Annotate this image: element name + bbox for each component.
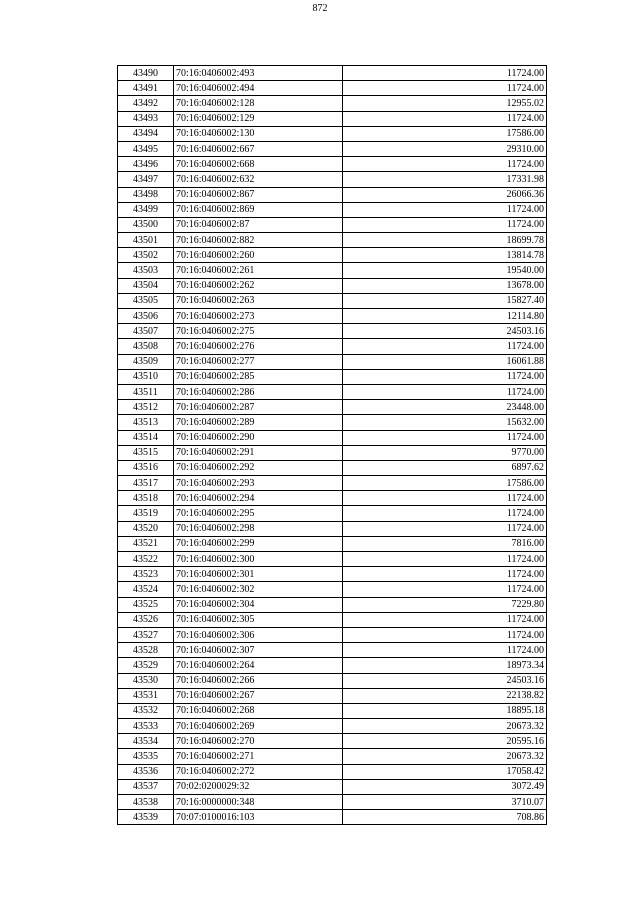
cadastral-number-cell: 70:16:0406002:304 <box>174 597 343 612</box>
table-row <box>118 187 547 202</box>
value-cell: 708.86 <box>343 810 547 825</box>
table-row <box>118 339 547 354</box>
cadastral-number-cell: 70:16:0406002:294 <box>174 491 343 506</box>
cadastral-number-cell: 70:16:0406002:301 <box>174 567 343 582</box>
row-number-cell: 43507 <box>118 324 174 339</box>
cadastral-number-cell: 70:16:0406002:272 <box>174 764 343 779</box>
registry-table <box>117 65 547 825</box>
table-row <box>118 309 547 324</box>
value-cell: 17058.42 <box>343 764 547 779</box>
table-row <box>118 476 547 491</box>
row-number-cell: 43534 <box>118 734 174 749</box>
table-row <box>118 430 547 445</box>
row-number-cell: 43537 <box>118 779 174 794</box>
row-number-cell: 43526 <box>118 612 174 627</box>
table-row <box>118 217 547 232</box>
table-row <box>118 278 547 293</box>
table-row <box>118 66 547 81</box>
cadastral-number-cell: 70:16:0406002:290 <box>174 430 343 445</box>
cadastral-number-cell: 70:16:0406002:668 <box>174 157 343 172</box>
table-row <box>118 324 547 339</box>
table-row <box>118 658 547 673</box>
value-cell: 11724.00 <box>343 339 547 354</box>
value-cell: 18699.78 <box>343 233 547 248</box>
cadastral-number-cell: 70:16:0406002:270 <box>174 734 343 749</box>
cadastral-number-cell: 70:16:0406002:299 <box>174 536 343 551</box>
value-cell: 11724.00 <box>343 217 547 232</box>
table-row <box>118 81 547 96</box>
cadastral-number-cell: 70:16:0406002:667 <box>174 141 343 156</box>
value-cell: 11724.00 <box>343 491 547 506</box>
table-row <box>118 703 547 718</box>
value-cell: 18895.18 <box>343 703 547 718</box>
cadastral-number-cell: 70:16:0406002:494 <box>174 81 343 96</box>
cadastral-number-cell: 70:16:0406002:130 <box>174 126 343 141</box>
table-row <box>118 369 547 384</box>
value-cell: 11724.00 <box>343 157 547 172</box>
row-number-cell: 43514 <box>118 430 174 445</box>
row-number-cell: 43506 <box>118 309 174 324</box>
cadastral-number-cell: 70:16:0406002:277 <box>174 354 343 369</box>
table-row <box>118 460 547 475</box>
row-number-cell: 43500 <box>118 217 174 232</box>
row-number-cell: 43525 <box>118 597 174 612</box>
table-row <box>118 795 547 810</box>
value-cell: 12955.02 <box>343 96 547 111</box>
table-row <box>118 612 547 627</box>
table-row <box>118 172 547 187</box>
row-number-cell: 43527 <box>118 627 174 642</box>
cadastral-number-cell: 70:16:0406002:267 <box>174 688 343 703</box>
table-row <box>118 384 547 399</box>
table-row <box>118 506 547 521</box>
cadastral-number-cell: 70:16:0406002:285 <box>174 369 343 384</box>
value-cell: 11724.00 <box>343 111 547 126</box>
row-number-cell: 43492 <box>118 96 174 111</box>
row-number-cell: 43521 <box>118 536 174 551</box>
cadastral-number-cell: 70:07:0100016:103 <box>174 810 343 825</box>
cadastral-number-cell: 70:16:0406002:295 <box>174 506 343 521</box>
row-number-cell: 43498 <box>118 187 174 202</box>
value-cell: 15827.40 <box>343 293 547 308</box>
row-number-cell: 43523 <box>118 567 174 582</box>
row-number-cell: 43515 <box>118 445 174 460</box>
value-cell: 11724.00 <box>343 567 547 582</box>
table-row <box>118 749 547 764</box>
row-number-cell: 43520 <box>118 521 174 536</box>
value-cell: 17586.00 <box>343 126 547 141</box>
row-number-cell: 43505 <box>118 293 174 308</box>
table-row <box>118 248 547 263</box>
cadastral-number-cell: 70:16:0406002:263 <box>174 293 343 308</box>
cadastral-number-cell: 70:16:0406002:300 <box>174 552 343 567</box>
cadastral-number-cell: 70:16:0406002:129 <box>174 111 343 126</box>
row-number-cell: 43516 <box>118 460 174 475</box>
value-cell: 20595.16 <box>343 734 547 749</box>
row-number-cell: 43538 <box>118 795 174 810</box>
row-number-cell: 43509 <box>118 354 174 369</box>
row-number-cell: 43494 <box>118 126 174 141</box>
value-cell: 23448.00 <box>343 400 547 415</box>
row-number-cell: 43536 <box>118 764 174 779</box>
value-cell: 13814.78 <box>343 248 547 263</box>
value-cell: 17586.00 <box>343 476 547 491</box>
row-number-cell: 43491 <box>118 81 174 96</box>
table-row <box>118 96 547 111</box>
table-row <box>118 597 547 612</box>
cadastral-number-cell: 70:16:0406002:867 <box>174 187 343 202</box>
cadastral-number-cell: 70:16:0406002:273 <box>174 309 343 324</box>
row-number-cell: 43539 <box>118 810 174 825</box>
cadastral-number-cell: 70:16:0000000:348 <box>174 795 343 810</box>
value-cell: 11724.00 <box>343 521 547 536</box>
value-cell: 3710.07 <box>343 795 547 810</box>
table-row <box>118 111 547 126</box>
value-cell: 17331.98 <box>343 172 547 187</box>
table-row <box>118 643 547 658</box>
value-cell: 15632.00 <box>343 415 547 430</box>
row-number-cell: 43535 <box>118 749 174 764</box>
table-row <box>118 491 547 506</box>
cadastral-number-cell: 70:16:0406002:261 <box>174 263 343 278</box>
cadastral-number-cell: 70:16:0406002:289 <box>174 415 343 430</box>
cadastral-number-cell: 70:16:0406002:291 <box>174 445 343 460</box>
table-row <box>118 233 547 248</box>
table-row <box>118 688 547 703</box>
table-row <box>118 536 547 551</box>
table-row <box>118 764 547 779</box>
cadastral-number-cell: 70:16:0406002:302 <box>174 582 343 597</box>
row-number-cell: 43513 <box>118 415 174 430</box>
table-row <box>118 719 547 734</box>
table-row <box>118 126 547 141</box>
table-row <box>118 400 547 415</box>
value-cell: 7816.00 <box>343 536 547 551</box>
table-row <box>118 202 547 217</box>
table-row <box>118 354 547 369</box>
table-row <box>118 293 547 308</box>
table-row <box>118 734 547 749</box>
row-number-cell: 43493 <box>118 111 174 126</box>
value-cell: 20673.32 <box>343 719 547 734</box>
cadastral-number-cell: 70:16:0406002:493 <box>174 66 343 81</box>
cadastral-number-cell: 70:16:0406002:305 <box>174 612 343 627</box>
cadastral-number-cell: 70:16:0406002:275 <box>174 324 343 339</box>
table-row <box>118 567 547 582</box>
cadastral-number-cell: 70:16:0406002:307 <box>174 643 343 658</box>
value-cell: 16061.88 <box>343 354 547 369</box>
value-cell: 11724.00 <box>343 627 547 642</box>
table-row <box>118 415 547 430</box>
table-row <box>118 552 547 567</box>
cadastral-number-cell: 70:16:0406002:266 <box>174 673 343 688</box>
table-row <box>118 673 547 688</box>
value-cell: 11724.00 <box>343 552 547 567</box>
value-cell: 13678.00 <box>343 278 547 293</box>
row-number-cell: 43490 <box>118 66 174 81</box>
value-cell: 11724.00 <box>343 430 547 445</box>
row-number-cell: 43529 <box>118 658 174 673</box>
value-cell: 26066.36 <box>343 187 547 202</box>
table-row <box>118 779 547 794</box>
table-row <box>118 582 547 597</box>
table-row <box>118 141 547 156</box>
value-cell: 24503.16 <box>343 324 547 339</box>
row-number-cell: 43524 <box>118 582 174 597</box>
row-number-cell: 43504 <box>118 278 174 293</box>
cadastral-number-cell: 70:16:0406002:264 <box>174 658 343 673</box>
value-cell: 22138.82 <box>343 688 547 703</box>
row-number-cell: 43519 <box>118 506 174 521</box>
row-number-cell: 43512 <box>118 400 174 415</box>
value-cell: 11724.00 <box>343 66 547 81</box>
value-cell: 20673.32 <box>343 749 547 764</box>
row-number-cell: 43532 <box>118 703 174 718</box>
value-cell: 3072.49 <box>343 779 547 794</box>
value-cell: 12114.80 <box>343 309 547 324</box>
row-number-cell: 43495 <box>118 141 174 156</box>
value-cell: 7229.80 <box>343 597 547 612</box>
cadastral-number-cell: 70:16:0406002:306 <box>174 627 343 642</box>
value-cell: 11724.00 <box>343 506 547 521</box>
cadastral-number-cell: 70:16:0406002:128 <box>174 96 343 111</box>
row-number-cell: 43518 <box>118 491 174 506</box>
row-number-cell: 43530 <box>118 673 174 688</box>
row-number-cell: 43497 <box>118 172 174 187</box>
cadastral-number-cell: 70:16:0406002:882 <box>174 233 343 248</box>
table-row <box>118 157 547 172</box>
row-number-cell: 43508 <box>118 339 174 354</box>
value-cell: 18973.34 <box>343 658 547 673</box>
value-cell: 11724.00 <box>343 81 547 96</box>
cadastral-number-cell: 70:02:0200029:32 <box>174 779 343 794</box>
row-number-cell: 43517 <box>118 476 174 491</box>
table-row <box>118 521 547 536</box>
table-row <box>118 445 547 460</box>
cadastral-number-cell: 70:16:0406002:268 <box>174 703 343 718</box>
row-number-cell: 43528 <box>118 643 174 658</box>
row-number-cell: 43501 <box>118 233 174 248</box>
value-cell: 11724.00 <box>343 202 547 217</box>
cadastral-number-cell: 70:16:0406002:869 <box>174 202 343 217</box>
cadastral-number-cell: 70:16:0406002:269 <box>174 719 343 734</box>
cadastral-number-cell: 70:16:0406002:292 <box>174 460 343 475</box>
cadastral-number-cell: 70:16:0406002:293 <box>174 476 343 491</box>
page-number: 872 <box>312 3 328 14</box>
value-cell: 11724.00 <box>343 369 547 384</box>
row-number-cell: 43499 <box>118 202 174 217</box>
value-cell: 29310.00 <box>343 141 547 156</box>
row-number-cell: 43496 <box>118 157 174 172</box>
value-cell: 11724.00 <box>343 582 547 597</box>
row-number-cell: 43510 <box>118 369 174 384</box>
cadastral-number-cell: 70:16:0406002:276 <box>174 339 343 354</box>
registry-table-body <box>118 66 547 825</box>
row-number-cell: 43502 <box>118 248 174 263</box>
cadastral-number-cell: 70:16:0406002:286 <box>174 384 343 399</box>
table-row <box>118 263 547 278</box>
table-row <box>118 627 547 642</box>
value-cell: 11724.00 <box>343 643 547 658</box>
cadastral-number-cell: 70:16:0406002:87 <box>174 217 343 232</box>
row-number-cell: 43522 <box>118 552 174 567</box>
value-cell: 19540.00 <box>343 263 547 278</box>
value-cell: 9770.00 <box>343 445 547 460</box>
table-row <box>118 810 547 825</box>
value-cell: 6897.62 <box>343 460 547 475</box>
cadastral-number-cell: 70:16:0406002:262 <box>174 278 343 293</box>
cadastral-number-cell: 70:16:0406002:271 <box>174 749 343 764</box>
value-cell: 11724.00 <box>343 612 547 627</box>
cadastral-number-cell: 70:16:0406002:632 <box>174 172 343 187</box>
cadastral-number-cell: 70:16:0406002:287 <box>174 400 343 415</box>
row-number-cell: 43531 <box>118 688 174 703</box>
row-number-cell: 43533 <box>118 719 174 734</box>
cadastral-number-cell: 70:16:0406002:298 <box>174 521 343 536</box>
value-cell: 11724.00 <box>343 384 547 399</box>
row-number-cell: 43511 <box>118 384 174 399</box>
value-cell: 24503.16 <box>343 673 547 688</box>
cadastral-number-cell: 70:16:0406002:260 <box>174 248 343 263</box>
row-number-cell: 43503 <box>118 263 174 278</box>
